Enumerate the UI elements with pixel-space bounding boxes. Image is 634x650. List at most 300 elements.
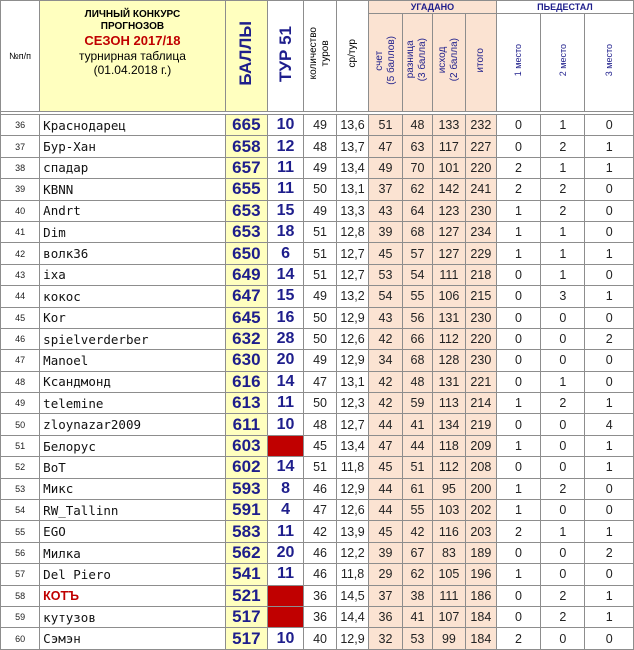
guessed-total-cell: 230: [465, 307, 496, 328]
table-row: [1, 521, 634, 542]
guessed-diff-cell: 56: [403, 307, 433, 328]
place-1-cell: 0: [496, 457, 540, 478]
header-place-2: 2 место: [541, 14, 585, 112]
guessed-score-cell: 36: [369, 606, 403, 627]
table-row: [1, 371, 634, 392]
place-1-cell: 2: [496, 628, 540, 649]
table-row: [1, 500, 634, 521]
tour-cell: 14: [267, 457, 303, 478]
place-3-cell: 0: [585, 115, 634, 136]
guessed-diff-cell: 62: [403, 179, 433, 200]
player-name: BoT: [40, 457, 226, 478]
guessed-outcome-cell: 95: [432, 478, 465, 499]
tours-count-cell: 47: [304, 500, 337, 521]
player-name: zloynazar2009: [40, 414, 226, 435]
player-name: Del Piero: [40, 564, 226, 585]
score-cell: 521: [225, 585, 267, 606]
table-row: [1, 478, 634, 499]
guessed-diff-cell: 63: [403, 136, 433, 157]
tour-cell: 14: [267, 264, 303, 285]
place-1-cell: 1: [496, 200, 540, 221]
player-name: ixa: [40, 264, 226, 285]
guessed-score-cell: 45: [369, 457, 403, 478]
table-row: [1, 200, 634, 221]
place-2-cell: 0: [541, 414, 585, 435]
row-number: 44: [1, 286, 40, 307]
tours-count-cell: 49: [304, 115, 337, 136]
guessed-score-cell: 45: [369, 243, 403, 264]
tours-count-cell: 40: [304, 628, 337, 649]
avg-cell: 13,2: [337, 286, 369, 307]
place-2-cell: 0: [541, 564, 585, 585]
tour-cell: 16: [267, 307, 303, 328]
place-3-cell: 0: [585, 350, 634, 371]
header-guessed-diff: разница (3 балла): [403, 14, 433, 112]
player-name: Manoel: [40, 350, 226, 371]
player-name: Andrt: [40, 200, 226, 221]
tours-count-cell: 51: [304, 243, 337, 264]
place-1-cell: 2: [496, 179, 540, 200]
place-2-cell: 1: [541, 243, 585, 264]
avg-cell: 14,4: [337, 606, 369, 627]
score-cell: 655: [225, 179, 267, 200]
tours-count-cell: 50: [304, 328, 337, 349]
score-cell: 593: [225, 478, 267, 499]
place-3-cell: 0: [585, 179, 634, 200]
guessed-total-cell: 184: [465, 628, 496, 649]
row-number: 60: [1, 628, 40, 649]
table-row: [1, 264, 634, 285]
tour-cell: 10: [267, 115, 303, 136]
table-row: [1, 350, 634, 371]
subtitle: турнирная таблица: [78, 49, 186, 63]
tour-cell: 11: [267, 393, 303, 414]
player-name: spielverderber: [40, 328, 226, 349]
guessed-total-cell: 219: [465, 414, 496, 435]
row-number: 39: [1, 179, 40, 200]
table-row: [1, 115, 634, 136]
row-number: 54: [1, 500, 40, 521]
guessed-total-cell: 229: [465, 243, 496, 264]
place-2-cell: 1: [541, 221, 585, 242]
player-name: Ксандмонд: [40, 371, 226, 392]
table-row: [1, 564, 634, 585]
avg-cell: 12,7: [337, 414, 369, 435]
tour-cell: 11: [267, 179, 303, 200]
guessed-score-cell: 53: [369, 264, 403, 285]
player-name: кутузов: [40, 606, 226, 627]
guessed-score-cell: 44: [369, 414, 403, 435]
guessed-score-cell: 47: [369, 435, 403, 456]
guessed-score-cell: 39: [369, 221, 403, 242]
guessed-total-cell: 230: [465, 350, 496, 371]
player-name: Dim: [40, 221, 226, 242]
row-number: 37: [1, 136, 40, 157]
score-cell: 583: [225, 521, 267, 542]
guessed-score-cell: 51: [369, 115, 403, 136]
place-3-cell: 0: [585, 478, 634, 499]
guessed-outcome-cell: 127: [432, 243, 465, 264]
tours-count-cell: 47: [304, 371, 337, 392]
header-place-3: 3 место: [585, 14, 634, 112]
guessed-outcome-cell: 112: [432, 328, 465, 349]
row-number: 57: [1, 564, 40, 585]
player-name: Сэмэн: [40, 628, 226, 649]
place-1-cell: 0: [496, 350, 540, 371]
place-3-cell: 0: [585, 500, 634, 521]
place-3-cell: 1: [585, 157, 634, 178]
place-2-cell: 0: [541, 542, 585, 563]
tours-count-cell: 49: [304, 200, 337, 221]
header-group-podium: ПЬЕДЕСТАЛ: [496, 1, 633, 14]
score-cell: 517: [225, 606, 267, 627]
header-title: [40, 1, 226, 112]
score-cell: 653: [225, 200, 267, 221]
season-label: СЕЗОН 2017/18: [84, 33, 181, 48]
place-3-cell: 1: [585, 286, 634, 307]
score-cell: 645: [225, 307, 267, 328]
table-row: [1, 243, 634, 264]
place-3-cell: 1: [585, 457, 634, 478]
score-cell: 649: [225, 264, 267, 285]
tours-count-cell: 49: [304, 350, 337, 371]
player-name: Бур-Хан: [40, 136, 226, 157]
player-name: EGO: [40, 521, 226, 542]
player-name: RW_Tallinn: [40, 500, 226, 521]
guessed-outcome-cell: 101: [432, 157, 465, 178]
place-1-cell: 1: [496, 500, 540, 521]
player-name: KBNN: [40, 179, 226, 200]
player-name: Краснодарец: [40, 115, 226, 136]
player-name: спадар: [40, 157, 226, 178]
guessed-score-cell: 29: [369, 564, 403, 585]
row-number: 49: [1, 393, 40, 414]
place-3-cell: 0: [585, 628, 634, 649]
guessed-outcome-cell: 118: [432, 435, 465, 456]
score-cell: 562: [225, 542, 267, 563]
place-2-cell: 0: [541, 435, 585, 456]
row-number: 53: [1, 478, 40, 499]
guessed-score-cell: 44: [369, 500, 403, 521]
table-row: [1, 393, 634, 414]
guessed-outcome-cell: 105: [432, 564, 465, 585]
guessed-diff-cell: 38: [403, 585, 433, 606]
player-name: Микс: [40, 478, 226, 499]
row-number: 40: [1, 200, 40, 221]
guessed-score-cell: 42: [369, 328, 403, 349]
tour-cell: 28: [267, 328, 303, 349]
tour-cell: [267, 606, 303, 627]
guessed-diff-cell: 54: [403, 264, 433, 285]
tour-cell: 11: [267, 564, 303, 585]
avg-cell: 12,9: [337, 478, 369, 499]
place-2-cell: 1: [541, 371, 585, 392]
avg-cell: 11,8: [337, 564, 369, 585]
score-cell: 611: [225, 414, 267, 435]
place-3-cell: 1: [585, 521, 634, 542]
tours-count-cell: 49: [304, 286, 337, 307]
place-1-cell: 2: [496, 521, 540, 542]
place-3-cell: 1: [585, 435, 634, 456]
guessed-score-cell: 39: [369, 542, 403, 563]
row-number: 46: [1, 328, 40, 349]
place-2-cell: 1: [541, 157, 585, 178]
place-3-cell: 0: [585, 200, 634, 221]
guessed-score-cell: 54: [369, 286, 403, 307]
place-2-cell: 0: [541, 328, 585, 349]
place-2-cell: 1: [541, 115, 585, 136]
place-1-cell: 0: [496, 371, 540, 392]
guessed-total-cell: 214: [465, 393, 496, 414]
tours-count-cell: 50: [304, 393, 337, 414]
guessed-total-cell: 215: [465, 286, 496, 307]
title-line-2: ПРОГНОЗОВ: [100, 21, 165, 32]
guessed-score-cell: 47: [369, 136, 403, 157]
guessed-outcome-cell: 83: [432, 542, 465, 563]
avg-cell: 11,8: [337, 457, 369, 478]
place-3-cell: 0: [585, 564, 634, 585]
avg-cell: 13,9: [337, 521, 369, 542]
place-3-cell: 1: [585, 585, 634, 606]
place-1-cell: 1: [496, 435, 540, 456]
tours-count-cell: 46: [304, 564, 337, 585]
guessed-outcome-cell: 112: [432, 457, 465, 478]
tours-count-cell: 49: [304, 157, 337, 178]
place-2-cell: 2: [541, 606, 585, 627]
place-2-cell: 0: [541, 307, 585, 328]
avg-cell: 12,9: [337, 307, 369, 328]
place-1-cell: 0: [496, 542, 540, 563]
place-1-cell: 2: [496, 157, 540, 178]
guessed-diff-cell: 66: [403, 328, 433, 349]
avg-cell: 13,1: [337, 179, 369, 200]
header-number: №п/п: [1, 1, 40, 112]
place-2-cell: 0: [541, 350, 585, 371]
guessed-outcome-cell: 103: [432, 500, 465, 521]
place-2-cell: 1: [541, 264, 585, 285]
place-3-cell: 1: [585, 606, 634, 627]
player-name: Белорус: [40, 435, 226, 456]
guessed-outcome-cell: 111: [432, 585, 465, 606]
score-cell: 632: [225, 328, 267, 349]
guessed-total-cell: 200: [465, 478, 496, 499]
guessed-total-cell: 234: [465, 221, 496, 242]
guessed-diff-cell: 55: [403, 500, 433, 521]
tours-count-cell: 48: [304, 414, 337, 435]
guessed-diff-cell: 67: [403, 542, 433, 563]
guessed-score-cell: 43: [369, 307, 403, 328]
guessed-diff-cell: 48: [403, 115, 433, 136]
score-cell: 658: [225, 136, 267, 157]
guessed-diff-cell: 41: [403, 606, 433, 627]
score-cell: 616: [225, 371, 267, 392]
guessed-diff-cell: 44: [403, 435, 433, 456]
guessed-outcome-cell: 128: [432, 350, 465, 371]
place-2-cell: 2: [541, 393, 585, 414]
table-row: [1, 136, 634, 157]
place-1-cell: 0: [496, 307, 540, 328]
avg-cell: 14,5: [337, 585, 369, 606]
guessed-diff-cell: 64: [403, 200, 433, 221]
guessed-total-cell: 230: [465, 200, 496, 221]
table-row: [1, 157, 634, 178]
tours-count-cell: 50: [304, 179, 337, 200]
guessed-total-cell: 203: [465, 521, 496, 542]
place-3-cell: 2: [585, 328, 634, 349]
place-3-cell: 4: [585, 414, 634, 435]
header-guessed-outcome: исход (2 балла): [432, 14, 465, 112]
tours-count-cell: 51: [304, 221, 337, 242]
place-1-cell: 0: [496, 606, 540, 627]
guessed-outcome-cell: 134: [432, 414, 465, 435]
place-2-cell: 0: [541, 457, 585, 478]
guessed-total-cell: 189: [465, 542, 496, 563]
guessed-score-cell: 44: [369, 478, 403, 499]
guessed-score-cell: 49: [369, 157, 403, 178]
tours-count-cell: 51: [304, 264, 337, 285]
guessed-outcome-cell: 111: [432, 264, 465, 285]
tours-count-cell: 36: [304, 606, 337, 627]
guessed-outcome-cell: 131: [432, 307, 465, 328]
guessed-outcome-cell: 116: [432, 521, 465, 542]
guessed-total-cell: 218: [465, 264, 496, 285]
avg-cell: 13,6: [337, 115, 369, 136]
guessed-total-cell: 196: [465, 564, 496, 585]
place-2-cell: 2: [541, 200, 585, 221]
row-number: 59: [1, 606, 40, 627]
avg-cell: 12,7: [337, 264, 369, 285]
place-2-cell: 2: [541, 585, 585, 606]
place-1-cell: 1: [496, 393, 540, 414]
table-row: [1, 307, 634, 328]
place-3-cell: 1: [585, 243, 634, 264]
guessed-outcome-cell: 117: [432, 136, 465, 157]
row-number: 42: [1, 243, 40, 264]
place-2-cell: 0: [541, 500, 585, 521]
tour-cell: 14: [267, 371, 303, 392]
score-cell: 647: [225, 286, 267, 307]
player-name: КОТЪ: [40, 585, 226, 606]
row-number: 47: [1, 350, 40, 371]
avg-cell: 13,4: [337, 157, 369, 178]
header-count: количество туров: [304, 1, 337, 112]
table-row: [1, 435, 634, 456]
tour-cell: 10: [267, 414, 303, 435]
header-guessed-total: итого: [465, 14, 496, 112]
tours-count-cell: 48: [304, 136, 337, 157]
place-3-cell: 0: [585, 221, 634, 242]
header-group-guessed: УГАДАНО: [369, 1, 497, 14]
avg-cell: 12,3: [337, 393, 369, 414]
place-1-cell: 0: [496, 136, 540, 157]
row-number: 51: [1, 435, 40, 456]
tour-cell: 11: [267, 157, 303, 178]
guessed-total-cell: 186: [465, 585, 496, 606]
guessed-diff-cell: 59: [403, 393, 433, 414]
tour-cell: [267, 435, 303, 456]
place-2-cell: 0: [541, 628, 585, 649]
guessed-diff-cell: 53: [403, 628, 433, 649]
avg-cell: 12,8: [337, 221, 369, 242]
tour-cell: 15: [267, 286, 303, 307]
score-cell: 591: [225, 500, 267, 521]
avg-cell: 13,4: [337, 435, 369, 456]
tour-cell: 4: [267, 500, 303, 521]
place-3-cell: 1: [585, 393, 634, 414]
tour-cell: 8: [267, 478, 303, 499]
table-row: [1, 542, 634, 563]
score-cell: 650: [225, 243, 267, 264]
guessed-score-cell: 37: [369, 179, 403, 200]
guessed-total-cell: 220: [465, 157, 496, 178]
guessed-total-cell: 241: [465, 179, 496, 200]
table-row: [1, 606, 634, 627]
guessed-score-cell: 45: [369, 521, 403, 542]
header-avg: ср/тур: [337, 1, 369, 112]
tour-cell: 6: [267, 243, 303, 264]
place-1-cell: 0: [496, 264, 540, 285]
tour-cell: 20: [267, 350, 303, 371]
tour-cell: [267, 585, 303, 606]
guessed-diff-cell: 62: [403, 564, 433, 585]
place-2-cell: 1: [541, 521, 585, 542]
row-number: 48: [1, 371, 40, 392]
row-number: 41: [1, 221, 40, 242]
score-cell: 613: [225, 393, 267, 414]
avg-cell: 13,7: [337, 136, 369, 157]
date-label: (01.04.2018 г.): [93, 63, 172, 77]
guessed-diff-cell: 61: [403, 478, 433, 499]
guessed-outcome-cell: 107: [432, 606, 465, 627]
tours-count-cell: 46: [304, 478, 337, 499]
guessed-total-cell: 221: [465, 371, 496, 392]
header-guessed-score: счет (5 баллов): [369, 14, 403, 112]
place-1-cell: 0: [496, 585, 540, 606]
player-name: Kor: [40, 307, 226, 328]
table-row: [1, 628, 634, 649]
guessed-outcome-cell: 131: [432, 371, 465, 392]
score-cell: 630: [225, 350, 267, 371]
avg-cell: 12,9: [337, 628, 369, 649]
guessed-diff-cell: 55: [403, 286, 433, 307]
guessed-outcome-cell: 99: [432, 628, 465, 649]
row-number: 52: [1, 457, 40, 478]
row-number: 55: [1, 521, 40, 542]
place-1-cell: 0: [496, 115, 540, 136]
table-row: [1, 286, 634, 307]
table-row: [1, 585, 634, 606]
score-cell: 603: [225, 435, 267, 456]
guessed-outcome-cell: 127: [432, 221, 465, 242]
header-tour: ТУР 51: [267, 1, 303, 112]
player-name: telemine: [40, 393, 226, 414]
row-number: 45: [1, 307, 40, 328]
guessed-outcome-cell: 123: [432, 200, 465, 221]
place-2-cell: 2: [541, 136, 585, 157]
title-line-1: ЛИЧНЫЙ КОНКУРС: [84, 9, 181, 20]
place-1-cell: 0: [496, 286, 540, 307]
tour-cell: 10: [267, 628, 303, 649]
tours-count-cell: 46: [304, 542, 337, 563]
row-number: 43: [1, 264, 40, 285]
player-name: Милка: [40, 542, 226, 563]
avg-cell: 12,7: [337, 243, 369, 264]
header-score: БАЛЛЫ: [225, 1, 267, 112]
place-1-cell: 0: [496, 414, 540, 435]
guessed-diff-cell: 42: [403, 521, 433, 542]
place-1-cell: 1: [496, 478, 540, 499]
tour-cell: 12: [267, 136, 303, 157]
